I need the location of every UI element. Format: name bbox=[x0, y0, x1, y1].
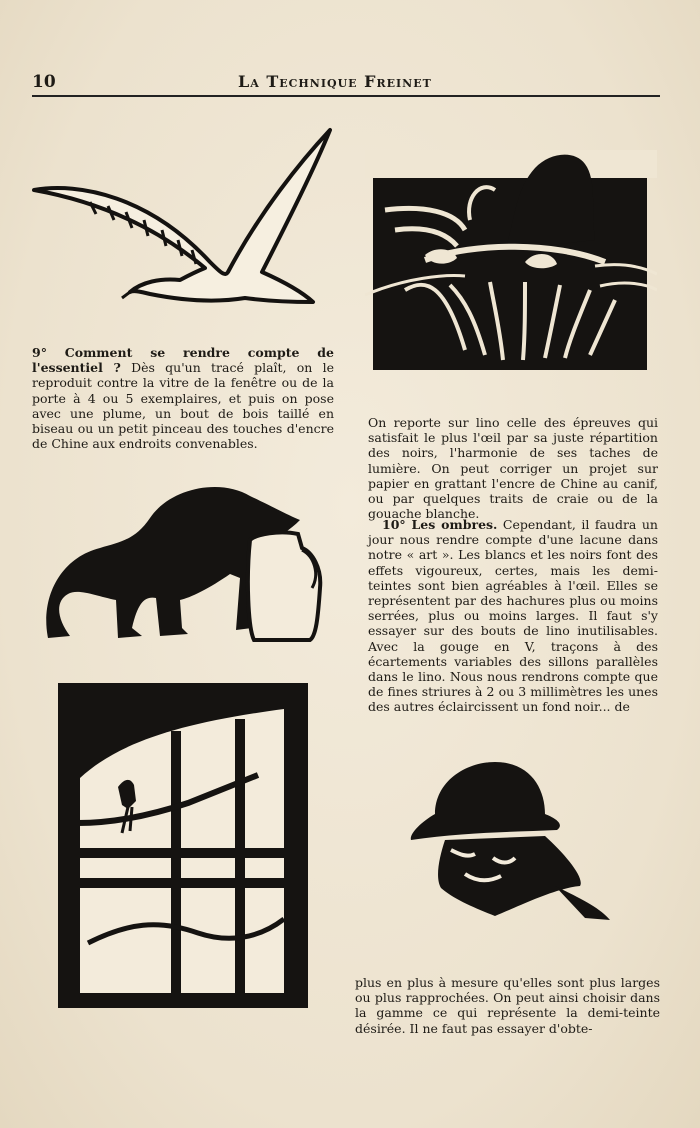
hen-illustration bbox=[365, 150, 657, 372]
paragraph-10-heading: 10° Les ombres. bbox=[382, 517, 498, 532]
seagull-illustration bbox=[30, 122, 335, 317]
header-rule bbox=[32, 95, 660, 97]
running-title: La Technique Freinet bbox=[238, 72, 432, 91]
paragraph-continuation bbox=[355, 975, 660, 1036]
paragraph-9-body: Dès qu'un tracé plaît, on le reproduit contre la vitre de la fenêtre ou de la porte à 4 ou 5 exemplaires, et puis on pose avec une plume, un bout de bois taillé en biseau ou un petit pinceau des touches d'encre de Chine aux endroits convenables. bbox=[32, 360, 334, 452]
paragraph-10-ombres bbox=[368, 517, 658, 715]
page-header bbox=[32, 70, 660, 96]
paragraph-10-body: Cependant, il faudra un jour nous rendre compte d'une lacune dans notre « art ». Les blancs et les noirs font des effets vigoureux, certes, mais les demi-teintes sont bien agréables à l'œil. Elles se représentent par des hachures plus ou moins serrées, plus ou moins larges. Il faut s'y essayer sur des bouts de lino inutilisables. Avec la gouge en V, traçons à des écartements variables des sillons parallèles dans le lino. Nous nous rendrons compte que de fines striures à 2 ou 3 millimètres les unes des autres éclaircissent un fond noir... de bbox=[368, 517, 658, 715]
man-portrait-illustration bbox=[405, 758, 615, 928]
paragraph-9-heading: 9° Comment se rendre compte de l'essentiel ? bbox=[32, 345, 334, 376]
paragraph-9-essentiel bbox=[32, 345, 334, 451]
paragraph-report-body: On reporte sur lino celle des épreuves qui satisfait le plus l'œil par sa juste répartition des noirs, l'harmonie de ses taches de lumière. On peut corriger un projet sur papier en grattant l'encre de Chine au canif, ou par quelques traits de craie ou de la gouache blanche. bbox=[368, 415, 658, 522]
paragraph-continuation-body: plus en plus à mesure qu'elles sont plus larges ou plus rapprochées. On peut ainsi choisir dans la gamme ce qui représente la demi-teinte désirée. Il ne faut pas essayer d'obte- bbox=[355, 975, 660, 1036]
window-illustration bbox=[58, 683, 308, 1008]
cat-illustration bbox=[40, 478, 325, 648]
paragraph-report-lino bbox=[368, 415, 658, 521]
page-number: 10 bbox=[32, 72, 56, 92]
